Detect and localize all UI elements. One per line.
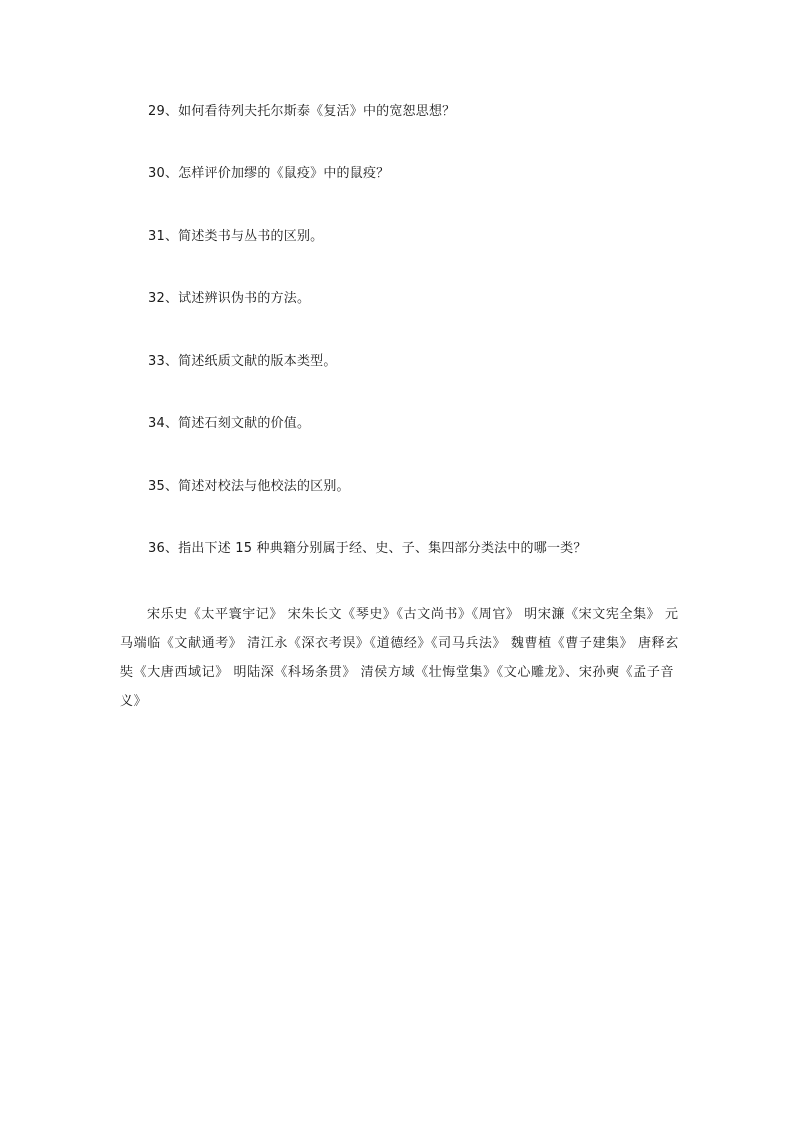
question-33: 33、简述纸质文献的版本类型。 (148, 354, 337, 369)
question-30: 30、怎样评价加缪的《鼠疫》中的鼠疫？ (148, 166, 390, 181)
question-32: 32、试述辨识伪书的方法。 (148, 291, 311, 306)
question-31: 31、简述类书与丛书的区别。 (148, 229, 324, 244)
question-34: 34、简述石刻文献的价值。 (148, 416, 311, 431)
question-35: 35、简述对校法与他校法的区别。 (148, 479, 350, 494)
classics-book-list: 宋乐史《太平寰宇记》 宋朱长文《琴史》《古文尚书》《周官》 明宋濂《宋文宪全集》 元马端临《文献通考》 清江永《深衣考误》《道德经》《司马兵法》 魏曹植《曹子建集》 唐释玄奘《大唐西域记》 明陆深《科场条贯》 清侯方域《壮悔堂集》《文心雕龙》、宋孙奭《孟子音义》 (120, 607, 679, 709)
question-29: 29、如何看待列夫托尔斯泰《复活》中的宽恕思想？ (148, 104, 456, 119)
question-36: 36、指出下述 15 种典籍分别属于经、史、子、集四部分类法中的哪一类？ (148, 541, 587, 556)
